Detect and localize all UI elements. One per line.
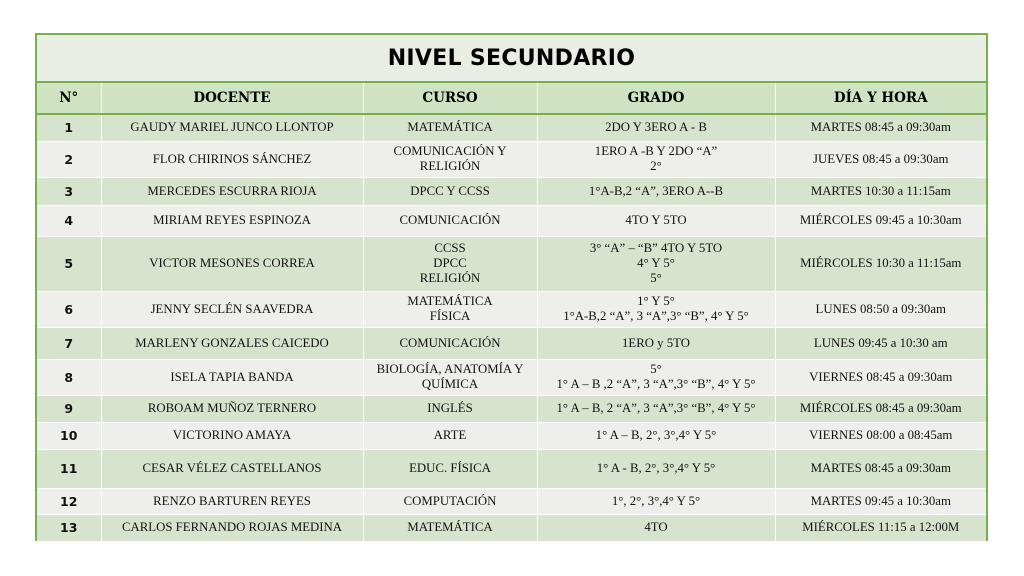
grado-cell-line: 1ERO A -B Y 2DO “A” — [594, 144, 718, 158]
curso-cell — [363, 177, 537, 205]
docente-cell: CESAR VÉLEZ CASTELLANOS — [101, 449, 363, 488]
grado-cell — [537, 236, 775, 291]
curso-cell-line: CCSS — [434, 241, 466, 255]
grado-cell-line: 1° A – B ,2 “A”, 3 “A”,3° “B”, 4° Y 5° — [556, 377, 756, 391]
table-row — [37, 514, 986, 541]
docente-cell: JENNY SECLÉN SAAVEDRA — [101, 291, 363, 327]
docente-cell: ROBOAM MUÑOZ TERNERO — [101, 395, 363, 422]
table-row — [37, 359, 986, 395]
table-body — [37, 114, 986, 541]
table-row — [37, 422, 986, 449]
curso-cell-line: COMUNICACIÓN — [399, 213, 501, 227]
curso-cell-line: COMUNICACIÓN Y — [393, 144, 507, 158]
curso-cell-line: MATEMÁTICA — [407, 294, 493, 308]
grado-cell — [537, 205, 775, 236]
schedule-table — [37, 83, 986, 541]
grado-cell-line: 2DO Y 3ERO A - B — [605, 120, 707, 135]
row-number: 2 — [37, 141, 101, 177]
grado-cell — [537, 177, 775, 205]
grado-cell-line: 1° A - B, 2°, 3°,4° Y 5° — [596, 461, 716, 475]
header-docente: DOCENTE — [101, 83, 363, 114]
row-number: 12 — [37, 488, 101, 514]
table-row — [37, 488, 986, 514]
grado-cell — [537, 114, 775, 141]
row-number: 10 — [37, 422, 101, 449]
row-number: 3 — [37, 177, 101, 205]
grado-cell-line: 4TO — [644, 520, 668, 535]
grado-cell — [537, 422, 775, 449]
grado-cell-line: 4TO Y 5TO — [625, 213, 687, 227]
curso-cell — [363, 236, 537, 291]
curso-cell — [363, 395, 537, 422]
dia-hora-cell: JUEVES 08:45 a 09:30am — [775, 141, 986, 177]
curso-cell-line: INGLÉS — [427, 401, 473, 415]
curso-cell-line: DPCC — [433, 256, 467, 270]
grado-cell-line: 1°A-B,2 “A”, 3ERO A--B — [588, 183, 724, 198]
table-row — [37, 327, 986, 359]
grado-cell-line: 1° A – B, 2 “A”, 3 “A”,3° “B”, 4° Y 5° — [556, 401, 756, 415]
grado-cell — [537, 449, 775, 488]
docente-cell: RENZO BARTUREN REYES — [101, 488, 363, 514]
docente-cell: CARLOS FERNANDO ROJAS MEDINA — [101, 514, 363, 541]
curso-cell-line: MATEMÁTICA — [407, 520, 493, 535]
grado-cell-line: 1° A – B, 2°, 3°,4° Y 5° — [595, 428, 717, 442]
dia-hora-cell: MIÉRCOLES 11:15 a 12:00M — [775, 514, 986, 541]
row-number: 4 — [37, 205, 101, 236]
curso-cell — [363, 327, 537, 359]
dia-hora-cell: VIERNES 08:45 a 09:30am — [775, 359, 986, 395]
row-number: 7 — [37, 327, 101, 359]
row-number: 13 — [37, 514, 101, 541]
table-row — [37, 177, 986, 205]
header-row — [37, 83, 986, 114]
table-row — [37, 395, 986, 422]
curso-cell — [363, 291, 537, 327]
title-bar — [37, 35, 986, 83]
table-row — [37, 291, 986, 327]
dia-hora-cell: LUNES 09:45 a 10:30 am — [775, 327, 986, 359]
docente-cell: FLOR CHIRINOS SÁNCHEZ — [101, 141, 363, 177]
curso-cell-line: RELIGIÓN — [419, 159, 481, 173]
curso-cell — [363, 141, 537, 177]
curso-cell — [363, 205, 537, 236]
grado-cell-line: 1°A-B,2 “A”, 3 “A”,3° “B”, 4° Y 5° — [563, 309, 749, 323]
docente-cell: GAUDY MARIEL JUNCO LLONTOP — [101, 114, 363, 141]
curso-cell — [363, 514, 537, 541]
row-number: 8 — [37, 359, 101, 395]
curso-cell-line: MATEMÁTICA — [407, 120, 493, 135]
grado-cell-line: 5° — [650, 271, 662, 285]
dia-hora-cell: MARTES 08:45 a 09:30am — [775, 114, 986, 141]
grado-cell-line: 3° “A” – “B” 4TO Y 5TO — [589, 241, 723, 255]
row-number: 11 — [37, 449, 101, 488]
dia-hora-cell: MIÉRCOLES 10:30 a 11:15am — [775, 236, 986, 291]
docente-cell: VICTORINO AMAYA — [101, 422, 363, 449]
curso-cell — [363, 449, 537, 488]
grado-cell-line: 2° — [650, 159, 662, 173]
grado-cell-line: 1°, 2°, 3°,4° Y 5° — [611, 493, 701, 508]
docente-cell: MERCEDES ESCURRA RIOJA — [101, 177, 363, 205]
row-number: 1 — [37, 114, 101, 141]
curso-cell-line: COMPUTACIÓN — [403, 493, 497, 508]
curso-cell — [363, 114, 537, 141]
curso-cell — [363, 422, 537, 449]
docente-cell: MARLENY GONZALES CAICEDO — [101, 327, 363, 359]
curso-cell — [363, 359, 537, 395]
table-row — [37, 114, 986, 141]
grado-cell-line: 1ERO y 5TO — [621, 335, 690, 350]
dia-hora-cell: MARTES 08:45 a 09:30am — [775, 449, 986, 488]
row-number: 5 — [37, 236, 101, 291]
dia-hora-cell: LUNES 08:50 a 09:30am — [775, 291, 986, 327]
grado-cell — [537, 141, 775, 177]
table-row — [37, 205, 986, 236]
grado-cell-line: 1° Y 5° — [637, 294, 675, 308]
curso-cell-line: QUÍMICA — [421, 377, 479, 391]
docente-cell: MIRIAM REYES ESPINOZA — [101, 205, 363, 236]
dia-hora-cell: MARTES 09:45 a 10:30am — [775, 488, 986, 514]
curso-cell-line: BIOLOGÍA, ANATOMÍA Y — [376, 362, 524, 376]
curso-cell-line: RELIGIÓN — [419, 271, 481, 285]
table-row — [37, 449, 986, 488]
grado-cell-line: 5° — [650, 362, 662, 376]
curso-cell-line: COMUNICACIÓN — [399, 335, 501, 350]
table-row — [37, 236, 986, 291]
dia-hora-cell: VIERNES 08:00 a 08:45am — [775, 422, 986, 449]
docente-cell: ISELA TAPIA BANDA — [101, 359, 363, 395]
grado-cell — [537, 514, 775, 541]
curso-cell-line: EDUC. FÍSICA — [409, 461, 491, 475]
header-curso: CURSO — [363, 83, 537, 114]
row-number: 6 — [37, 291, 101, 327]
row-number: 9 — [37, 395, 101, 422]
dia-hora-cell: MARTES 10:30 a 11:15am — [775, 177, 986, 205]
header-num: N° — [37, 83, 101, 114]
curso-cell-line: FÍSICA — [429, 309, 471, 323]
header-grado: GRADO — [537, 83, 775, 114]
page-title: NIVEL SECUNDARIO — [387, 45, 636, 71]
grado-cell — [537, 395, 775, 422]
grado-cell — [537, 327, 775, 359]
schedule-sheet — [35, 33, 988, 541]
curso-cell-line: ARTE — [433, 428, 467, 442]
grado-cell — [537, 291, 775, 327]
table-row — [37, 141, 986, 177]
curso-cell-line: DPCC Y CCSS — [410, 183, 490, 198]
curso-cell — [363, 488, 537, 514]
docente-cell: VICTOR MESONES CORREA — [101, 236, 363, 291]
dia-hora-cell: MIÉRCOLES 08:45 a 09:30am — [775, 395, 986, 422]
grado-cell — [537, 488, 775, 514]
dia-hora-cell: MIÉRCOLES 09:45 a 10:30am — [775, 205, 986, 236]
grado-cell-line: 4° Y 5° — [637, 256, 675, 270]
header-dia-hora: DÍA Y HORA — [775, 83, 986, 114]
grado-cell — [537, 359, 775, 395]
